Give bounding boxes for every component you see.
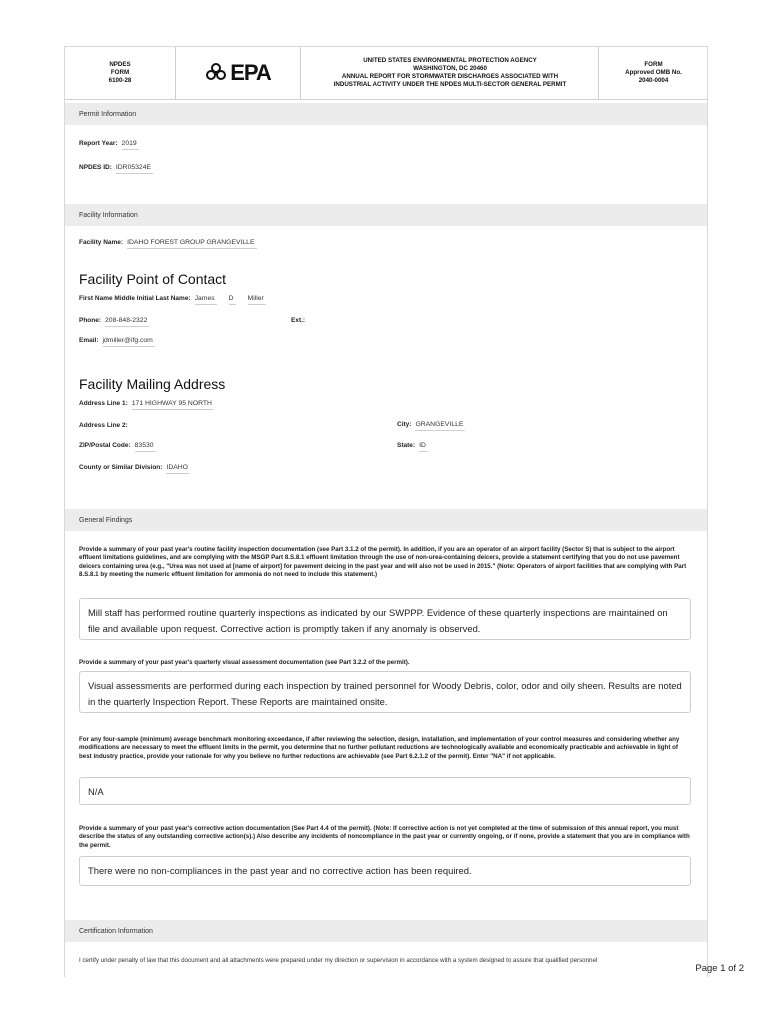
section-bar-facility: Facility Information [65,204,707,226]
phone-label: Phone: [79,317,102,324]
city-value: GRANGEVILLE [415,421,465,431]
agency-line: INDUSTRIAL ACTIVITY UNDER THE NPDES MULTI-SECTOR GENERAL PERMIT [333,81,567,88]
form-left-line: FORM [110,69,130,76]
form-left-line: 6100-28 [108,77,132,84]
phone-row [79,317,149,324]
form-right-line: Approved OMB No. [625,69,682,76]
form-number-right [598,47,708,99]
npdes-id-row [79,164,153,171]
form-right-line: FORM [644,61,663,68]
county-label: County or Similar Division: [79,464,163,471]
address-line1-value: 171 HIGHWAY 95 NORTH [132,400,214,410]
form-number-left [65,47,175,99]
section-bar-permit: Permit Information [65,103,707,125]
last-name-value: Miller [248,295,266,305]
npdes-id-value: IDR05324E [116,164,153,174]
city-row [397,421,465,428]
middle-initial-value: D [229,295,236,305]
email-row [79,337,155,344]
agency-line: ANNUAL REPORT FOR STORMWATER DISCHARGES ASSOCIATED WITH [341,73,559,80]
facility-name-value: IDAHO FOREST GROUP GRANGEVILLE [127,239,256,249]
report-year-value: 2019 [122,140,139,150]
answer-routine-inspection[interactable]: Mill staff has performed routine quarterly inspections as indicated by our SWPPP. Evidence of these quarterly inspections are maintained on file and available upon request. Corrective action is promptly taken if any anomaly is observed. [79,598,691,640]
epa-logo [206,60,271,85]
answer-visual-assessment[interactable]: Visual assessments are performed during each inspection by trained personnel for Woody Debris, color, odor and oily sheen. Results are noted in the quarterly Inspection Report. These Reports are maintained onsite. [79,671,691,713]
answer-corrective-action[interactable]: There were no non-compliances in the past year and no corrective action has been required. [79,856,691,886]
epa-logo-text: EPA [230,60,271,85]
agency-line: UNITED STATES ENVIRONMENTAL PROTECTION AGENCY [363,57,537,64]
contact-heading: Facility Point of Contact [79,271,227,287]
form-header [65,47,707,100]
address-line2-row [79,422,128,429]
form-left-line: NPDES [109,61,131,68]
report-year-label: Report Year: [79,140,118,147]
question-corrective-action: Provide a summary of your past year's corrective action documentation (See Part 4.4 of the permit). (Note: If corrective action is not yet completed at the time of submission of this annual report, you must describe the status of any outstanding corrective action(s).) Also describe any incidents of noncompliance in the past year or currently ongoing, or if none, provide a statement that you are in compliance with the permit. [79,825,690,849]
email-value: jdmiller@ifg.com [103,337,155,347]
form-right-line: 2040-0004 [638,77,669,84]
agency-line: WASHINGTON, DC 20460 [413,65,487,72]
ext-row [291,317,305,324]
contact-names-label: First Name Middle Initial Last Name: [79,295,191,302]
phone-value: 208-848-2322 [105,317,149,327]
facility-name-label: Facility Name: [79,239,124,246]
certification-text: I certify under penalty of law that this document and all attachments were prepared under my direction or supervision in accordance with a system designed to assure that qualified personnel [79,957,598,964]
facility-name-row [79,239,257,246]
state-row [397,442,428,449]
zip-row [79,442,156,449]
epa-logo-cell [175,47,301,99]
address-line1-label: Address Line 1: [79,400,128,407]
agency-title [300,47,599,99]
zip-label: ZIP/Postal Code: [79,442,131,449]
question-visual-assessment: Provide a summary of your past year's quarterly visual assessment documentation (see Part 3.2.2 of the permit). [79,659,410,666]
first-name-value: James [195,295,217,305]
section-bar-findings: General Findings [65,509,707,531]
form-sheet [64,46,708,977]
contact-name-row [79,295,266,302]
county-value: IDAHO [166,464,190,474]
epa-flower-icon [206,63,226,83]
report-year-row [79,140,139,147]
zip-value: 83530 [135,442,156,452]
city-label: City: [397,421,412,428]
address-line1-row [79,400,214,407]
npdes-id-label: NPDES ID: [79,164,112,171]
state-value: ID [419,442,428,452]
mailing-heading: Facility Mailing Address [79,376,226,392]
county-row [79,464,190,471]
section-bar-certification: Certification Information [65,920,707,942]
ext-label: Ext.: [291,317,306,324]
answer-benchmark-exceedance[interactable]: N/A [79,777,691,805]
question-routine-inspection: Provide a summary of your past year's routine facility inspection documentation (see Part 3.1.2 of the permit). In addition, if you are an operator of an airport facility (Sector S) that is subject to the airport effluent limitations guidelines, and are complying with the MSGP Part 8.S.8.1 effluent limitation through the use of non-urea-containing deicers, provide a statement certifying that you do not use pavement deicers containing urea (e.g., "Urea was not used at [name of airport] for pavement deicing in the past year and will also not be used in 2015." (Note: Operators of airport facilities that are complying with Part 8.S.8.1 by meeting the numeric effluent limitation for ammonia do not need to include this statement.) [79,546,687,579]
email-label: Email: [79,337,99,344]
address-line2-label: Address Line 2: [79,422,128,429]
state-label: State: [397,442,416,449]
question-benchmark-exceedance: For any four-sample (minimum) average benchmark monitoring exceedance, if after reviewing the selection, design, installation, and implementation of your control measures and considering whether any modifications are necessary to meet the effluent limits in the permit, you determine that no further pollutant reductions are technologically available and economically practicable and achievable in light of best industry practice, provide your rationale for why you believe no further reductions are achievable (see Part 6.2.1.2 of the permit). Enter "NA" if not applicable. [79,736,680,760]
page-number: Page 1 of 2 [695,963,744,974]
